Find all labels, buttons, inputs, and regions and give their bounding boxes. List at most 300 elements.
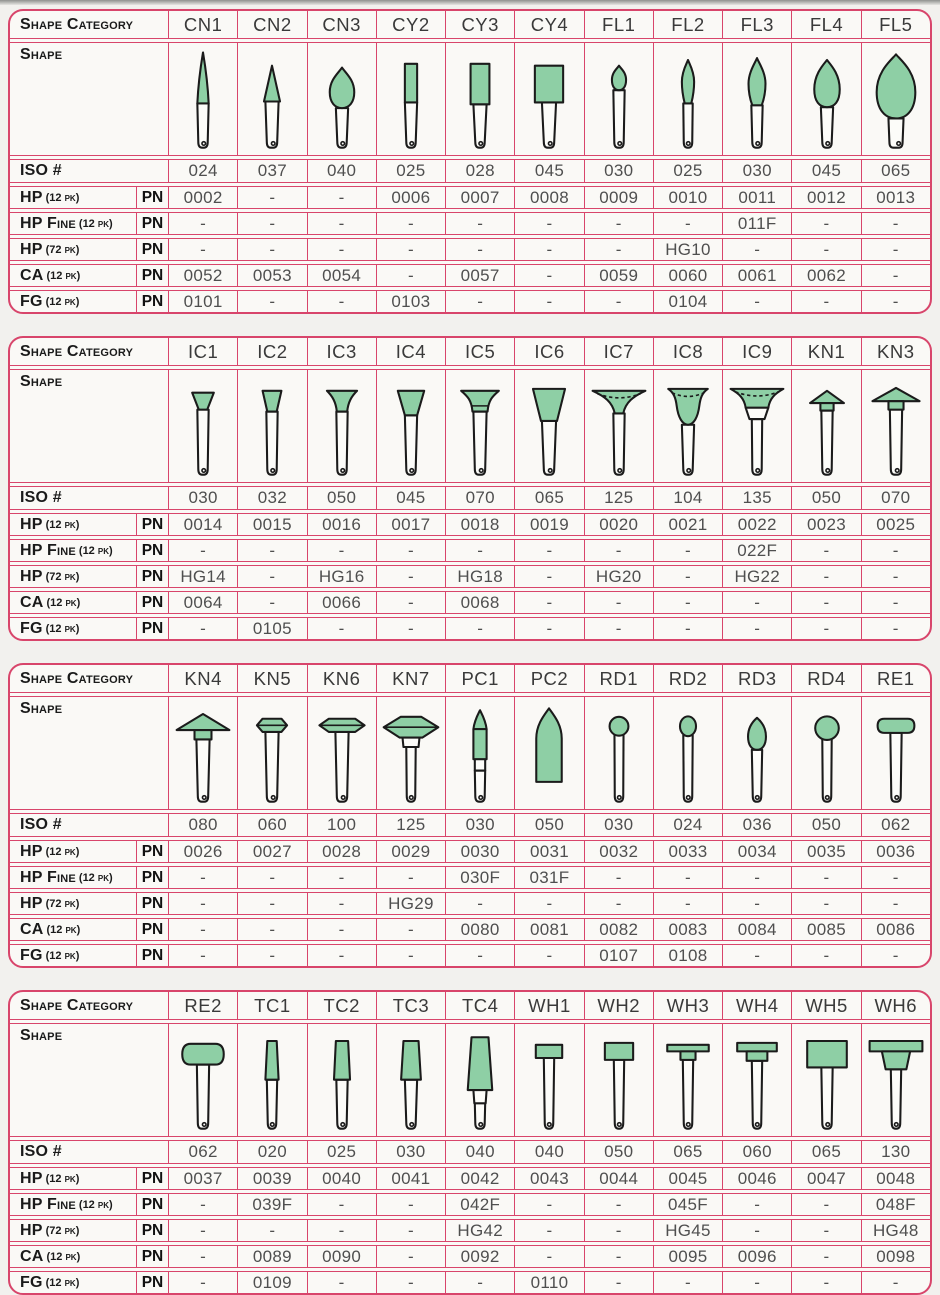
value-cell-tc3-hp12 (376, 1168, 445, 1189)
part-number-value: 0018 (460, 514, 500, 534)
part-number-value: 045F (668, 1194, 708, 1214)
column-header-ic5 (445, 338, 514, 365)
pn-label-cell (136, 1272, 168, 1293)
value-cell-tc2-hp12 (307, 1168, 376, 1189)
pn-label-cell (136, 618, 168, 639)
part-number-value: - (615, 213, 622, 233)
header-row (10, 992, 930, 1019)
pn-label-cell (136, 213, 168, 234)
value-cell-pc1-fg (445, 945, 514, 966)
pn-label: PN (141, 619, 164, 637)
row-label: HP (20, 894, 43, 912)
part-number-value: 0044 (599, 1168, 639, 1188)
iso-cell-kn6 (307, 814, 376, 836)
shape-cell-wh4 (722, 1024, 791, 1136)
value-cell-ic1-hp72 (168, 566, 237, 587)
value-cell-cn3-hpfine (307, 213, 376, 234)
part-number-value: - (477, 540, 484, 560)
value-cell-tc2-hpfine (307, 1194, 376, 1215)
fg-12pk-row (10, 618, 930, 639)
value-cell-cy2-fg (376, 291, 445, 312)
part-number-value: - (685, 213, 691, 233)
part-number-value: - (754, 1194, 761, 1214)
shape-code: KN1 (807, 340, 846, 362)
shape-code: CY4 (530, 13, 569, 35)
shape-code: FL3 (740, 13, 774, 35)
part-number-value: - (200, 1272, 207, 1292)
iso-value: 050 (534, 815, 565, 834)
part-number-value: - (407, 566, 414, 586)
inverted-cone-small-icon (170, 375, 236, 482)
part-number-value: - (615, 1272, 622, 1292)
row-label: HP Fine (20, 868, 76, 886)
part-number-value: 0101 (183, 291, 223, 311)
shape-code: WH1 (528, 994, 571, 1016)
value-cell-ic6-fg (514, 618, 583, 639)
value-cell-tc3-fg (376, 1272, 445, 1293)
column-header-fl2 (653, 11, 722, 38)
value-cell-cn2-hp12 (237, 187, 306, 208)
part-number-value: - (823, 945, 830, 965)
part-number-value: - (407, 1194, 414, 1214)
row-pack-size: (72 pk) (45, 897, 80, 910)
value-cell-cy4-hpfine (514, 213, 583, 234)
shape-code: FL1 (602, 13, 636, 35)
value-cell-kn1-hp72 (791, 566, 860, 587)
value-cell-tc3-hpfine (376, 1194, 445, 1215)
part-number-value: - (546, 566, 553, 586)
value-cell-ic1-hp12 (168, 514, 237, 535)
part-number-value: 0021 (668, 514, 708, 534)
value-cell-ic2-hp72 (237, 566, 306, 587)
part-number-value: - (754, 867, 761, 887)
column-header-ic4 (376, 338, 445, 365)
row-pack-size: (12 pk) (78, 1198, 113, 1211)
part-number-value: - (685, 592, 691, 612)
part-number-value: - (615, 540, 622, 560)
pn-label: PN (141, 515, 164, 533)
part-number-value: 0019 (529, 514, 569, 534)
value-cell-kn6-hpfine (307, 867, 376, 888)
part-number-value: 0083 (668, 919, 708, 939)
column-header-tc4 (445, 992, 514, 1019)
pn-label-cell (136, 841, 168, 862)
value-cell-ic7-hp72 (584, 566, 653, 587)
row-pack-size: (72 pk) (45, 570, 80, 583)
shape-code: WH2 (597, 994, 641, 1016)
row-label-cell (10, 187, 136, 208)
value-cell-rd1-ca (584, 919, 653, 940)
iso-cell-kn5 (237, 814, 306, 836)
cylinder-large-icon (516, 48, 582, 155)
part-number-value: 0086 (876, 919, 916, 939)
part-number-value: - (754, 1272, 761, 1292)
part-number-value: - (892, 592, 899, 612)
value-cell-cn2-hpfine (237, 213, 306, 234)
part-number-value: - (892, 265, 899, 285)
value-cell-pc1-hp72 (445, 893, 514, 914)
iso-value: 100 (327, 815, 357, 834)
value-cell-fl1-hp12 (584, 187, 653, 208)
column-header-kn3 (861, 338, 930, 365)
iso-value: 024 (673, 815, 703, 834)
iso-value: 040 (534, 1142, 565, 1161)
value-cell-re1-hp72 (861, 893, 930, 914)
row-label-cell (10, 1246, 136, 1267)
part-number-value: 048F (875, 1194, 916, 1214)
value-cell-cy3-hp12 (445, 187, 514, 208)
iso-cell-re1 (861, 814, 930, 836)
part-number-value: HG20 (595, 566, 642, 586)
part-number-value: 0023 (807, 514, 847, 534)
value-cell-tc4-ca (445, 1246, 514, 1267)
shape-cell-pc2 (514, 697, 583, 809)
part-number-value: - (269, 592, 276, 612)
part-number-value: 0040 (322, 1168, 362, 1188)
value-cell-fl3-hp12 (722, 187, 791, 208)
value-cell-kn1-ca (791, 592, 860, 613)
value-cell-ic8-hp72 (653, 566, 722, 587)
shape-code: CN1 (183, 13, 223, 35)
part-number-value: - (200, 618, 207, 638)
part-number-value: 0107 (599, 945, 639, 965)
part-number-value: 030F (460, 867, 501, 887)
iso-cell-ic9 (722, 487, 791, 509)
iso-cell-wh3 (653, 1141, 722, 1163)
row-label: HP (20, 1169, 43, 1187)
iso-row (10, 1141, 930, 1163)
value-cell-cy3-ca (445, 265, 514, 286)
row-label: HP (20, 515, 43, 533)
part-number-value: 0045 (668, 1168, 708, 1188)
part-number-value: 031F (529, 867, 570, 887)
pn-label-cell (136, 945, 168, 966)
iso-cell-pc2 (514, 814, 583, 836)
part-number-value: - (407, 1246, 414, 1266)
part-number-value: - (200, 893, 207, 913)
pn-label-cell (136, 566, 168, 587)
value-cell-rd3-hp12 (722, 841, 791, 862)
value-cell-ic4-fg (376, 618, 445, 639)
value-cell-wh1-ca (514, 1246, 583, 1267)
pn-label: PN (141, 214, 164, 232)
shape-code: IC5 (465, 340, 496, 362)
value-cell-fl5-hp12 (861, 187, 930, 208)
row-label-cell (10, 919, 136, 940)
shape-cell-tc1 (237, 1024, 306, 1136)
iso-cell-fl5 (861, 160, 930, 182)
value-cell-kn3-fg (861, 618, 930, 639)
pn-label: PN (141, 946, 164, 964)
part-number-value: - (269, 187, 276, 207)
shape-code: WH6 (874, 994, 918, 1016)
shape-header-cell (10, 370, 168, 482)
part-number-value: HG18 (457, 566, 503, 586)
part-number-value: 0030 (460, 841, 500, 861)
pn-label-cell (136, 867, 168, 888)
hp-12pk-row (10, 514, 930, 535)
shape-cell-wh5 (791, 1024, 860, 1136)
value-cell-wh4-hp12 (722, 1168, 791, 1189)
shape-table-1 (8, 9, 932, 314)
shape-code: IC6 (534, 340, 565, 362)
part-number-value: - (407, 618, 414, 638)
tapered-cylinder-large-icon (447, 1029, 513, 1136)
value-cell-kn5-hpfine (237, 867, 306, 888)
value-cell-wh5-fg (791, 1272, 860, 1293)
part-number-value: - (407, 540, 414, 560)
shape-code: TC2 (323, 994, 360, 1016)
bud-round-icon (309, 48, 375, 155)
part-number-value: - (546, 540, 553, 560)
value-cell-rd3-hpfine (722, 867, 791, 888)
part-number-value: - (200, 239, 207, 259)
shape-cell-cy4 (514, 43, 583, 155)
value-cell-ic6-ca (514, 592, 583, 613)
value-cell-cy4-hp12 (514, 187, 583, 208)
part-number-value: - (823, 1246, 830, 1266)
value-cell-fl1-ca (584, 265, 653, 286)
shape-code: FL2 (671, 13, 705, 35)
hp-72pk-row (10, 239, 930, 260)
value-cell-wh2-hp72 (584, 1220, 653, 1241)
part-number-value: - (407, 213, 414, 233)
inverted-cone-flared-icon (309, 375, 375, 482)
value-cell-wh4-hpfine (722, 1194, 791, 1215)
shape-cell-kn1 (791, 370, 860, 482)
value-cell-cy2-hp72 (376, 239, 445, 260)
part-number-value: - (338, 893, 345, 913)
value-cell-cy4-fg (514, 291, 583, 312)
pn-label-cell (136, 893, 168, 914)
shape-cell-ic1 (168, 370, 237, 482)
iso-value: 070 (881, 488, 911, 507)
value-cell-fl4-fg (791, 291, 860, 312)
value-cell-cn1-hpfine (168, 213, 237, 234)
pn-label-cell (136, 919, 168, 940)
value-cell-ic9-hpfine (722, 540, 791, 561)
value-cell-rd4-ca (791, 919, 860, 940)
value-cell-fl2-hp72 (653, 239, 722, 260)
row-label-cell (10, 618, 136, 639)
iso-value: 104 (673, 488, 703, 507)
value-cell-rd3-hp72 (722, 893, 791, 914)
shape-cell-rd2 (653, 697, 722, 809)
column-header-ic1 (168, 338, 237, 365)
iso-value: 030 (604, 815, 634, 834)
part-number-value: - (823, 618, 830, 638)
value-cell-wh3-ca (653, 1246, 722, 1267)
shape-category-header-cell (10, 11, 168, 38)
part-number-value: 0017 (391, 514, 431, 534)
part-number-value: 0109 (252, 1272, 292, 1292)
ca-12pk-row (10, 592, 930, 613)
value-cell-pc1-ca (445, 919, 514, 940)
row-label: FG (20, 619, 43, 637)
value-cell-fl3-fg (722, 291, 791, 312)
row-label-cell (10, 867, 136, 888)
shape-cell-cn2 (237, 43, 306, 155)
row-label-cell (10, 945, 136, 966)
pn-label-cell (136, 291, 168, 312)
part-number-value: 0002 (183, 187, 223, 207)
part-number-value: - (615, 1194, 622, 1214)
pencil-point-icon (447, 702, 513, 809)
part-number-value: HG48 (872, 1220, 919, 1240)
column-header-fl5 (861, 11, 930, 38)
value-cell-rd3-ca (722, 919, 791, 940)
column-header-pc2 (514, 665, 583, 692)
value-cell-tc4-hp72 (445, 1220, 514, 1241)
part-number-value: - (892, 239, 899, 259)
column-header-pc1 (445, 665, 514, 692)
cylinder-medium-icon (447, 48, 513, 155)
tapered-cylinder-small-icon (239, 1029, 305, 1136)
header-row (10, 338, 930, 365)
value-cell-wh3-fg (653, 1272, 722, 1293)
part-number-value: - (892, 893, 899, 913)
part-number-value: - (338, 187, 345, 207)
value-cell-cy3-hp72 (445, 239, 514, 260)
value-cell-cn3-ca (307, 265, 376, 286)
part-number-value: - (823, 239, 830, 259)
shape-cell-wh3 (653, 1024, 722, 1136)
part-number-value: - (338, 213, 345, 233)
shape-code: RE2 (184, 994, 222, 1016)
iso-value: 036 (742, 815, 772, 834)
value-cell-fl4-hp12 (791, 187, 860, 208)
iso-value: 070 (465, 488, 495, 507)
part-number-value: - (269, 919, 276, 939)
iso-value: 135 (742, 488, 772, 507)
row-label-cell (10, 540, 136, 561)
part-number-value: - (338, 1220, 345, 1240)
part-number-value: 0096 (737, 1246, 777, 1266)
part-number-value: - (546, 592, 553, 612)
part-number-value: 0053 (252, 265, 292, 285)
value-cell-tc2-ca (307, 1246, 376, 1267)
row-label: HP Fine (20, 541, 76, 559)
shape-cell-ic2 (237, 370, 306, 482)
value-cell-re1-fg (861, 945, 930, 966)
pn-label: PN (141, 1221, 164, 1239)
value-cell-ic3-ca (307, 592, 376, 613)
iso-cell-cy3 (445, 160, 514, 182)
part-number-value: - (546, 213, 553, 233)
shape-table-4 (8, 990, 932, 1295)
pn-label-cell (136, 540, 168, 561)
column-header-ic8 (653, 338, 722, 365)
part-number-value: - (892, 213, 899, 233)
part-number-value: - (269, 893, 276, 913)
row-label-cell (10, 592, 136, 613)
value-cell-wh2-hp12 (584, 1168, 653, 1189)
value-cell-wh6-hp72 (861, 1220, 930, 1241)
shape-category-header-cell (10, 665, 168, 692)
pn-label: PN (141, 894, 164, 912)
shape-cell-kn3 (861, 370, 930, 482)
part-number-value: 0060 (668, 265, 708, 285)
cone-sharp-icon (170, 48, 236, 155)
part-number-value: - (823, 566, 830, 586)
iso-label-cell (10, 1141, 168, 1163)
iso-cell-tc1 (237, 1141, 306, 1163)
part-number-value: - (685, 1272, 691, 1292)
shape-label: Shape (20, 373, 63, 390)
part-number-value: - (477, 213, 484, 233)
shape-code: IC4 (395, 340, 427, 362)
value-cell-ic8-hpfine (653, 540, 722, 561)
column-header-wh2 (584, 992, 653, 1019)
part-number-value: - (338, 618, 345, 638)
iso-value: 030 (188, 488, 218, 507)
column-header-wh6 (861, 992, 930, 1019)
value-cell-kn7-hp72 (376, 893, 445, 914)
iso-value: 028 (465, 161, 495, 180)
part-number-value: - (823, 1194, 830, 1214)
part-number-value: 0090 (322, 1246, 362, 1266)
shape-cell-wh1 (514, 1024, 583, 1136)
column-header-kn1 (791, 338, 860, 365)
pn-label: PN (141, 240, 164, 258)
part-number-value: - (269, 239, 276, 259)
part-number-value: 0016 (322, 514, 362, 534)
value-cell-kn5-fg (237, 945, 306, 966)
part-number-value: - (685, 618, 691, 638)
fg-12pk-row (10, 1272, 930, 1293)
part-number-value: 0089 (252, 1246, 292, 1266)
pn-label: PN (141, 266, 164, 284)
iso-value: 050 (327, 488, 357, 507)
part-number-value: - (407, 867, 414, 887)
iso-label-cell (10, 487, 168, 509)
value-cell-wh3-hp12 (653, 1168, 722, 1189)
shape-code: PC2 (530, 667, 569, 689)
iso-cell-fl1 (584, 160, 653, 182)
row-pack-size: (12 pk) (45, 295, 80, 308)
row-label: HP (20, 1221, 43, 1239)
part-number-value: 0043 (529, 1168, 569, 1188)
value-cell-tc3-ca (376, 1246, 445, 1267)
ca-12pk-row (10, 1246, 930, 1267)
column-header-ic3 (307, 338, 376, 365)
row-label-cell (10, 1220, 136, 1241)
part-number-value: - (407, 1272, 414, 1292)
shape-code: RD2 (668, 667, 708, 689)
iso-cell-kn4 (168, 814, 237, 836)
value-cell-cn1-ca (168, 265, 237, 286)
iso-cell-wh4 (722, 1141, 791, 1163)
value-cell-pc2-hp12 (514, 841, 583, 862)
iso-value: 024 (188, 161, 218, 180)
value-cell-rd4-hpfine (791, 867, 860, 888)
part-number-value: - (200, 919, 207, 939)
row-pack-size: (12 pk) (46, 269, 81, 282)
shape-cell-kn5 (237, 697, 306, 809)
value-cell-re2-fg (168, 1272, 237, 1293)
part-number-value: - (338, 1272, 345, 1292)
hp-12pk-row (10, 1168, 930, 1189)
value-cell-cy2-hp12 (376, 187, 445, 208)
cylinder-small-icon (378, 48, 444, 155)
column-header-wh4 (722, 992, 791, 1019)
part-number-value: 0011 (738, 187, 777, 207)
part-number-value: - (546, 1220, 553, 1240)
column-header-cy2 (376, 11, 445, 38)
value-cell-ic8-ca (653, 592, 722, 613)
value-cell-fl5-hp72 (861, 239, 930, 260)
value-cell-rd1-fg (584, 945, 653, 966)
